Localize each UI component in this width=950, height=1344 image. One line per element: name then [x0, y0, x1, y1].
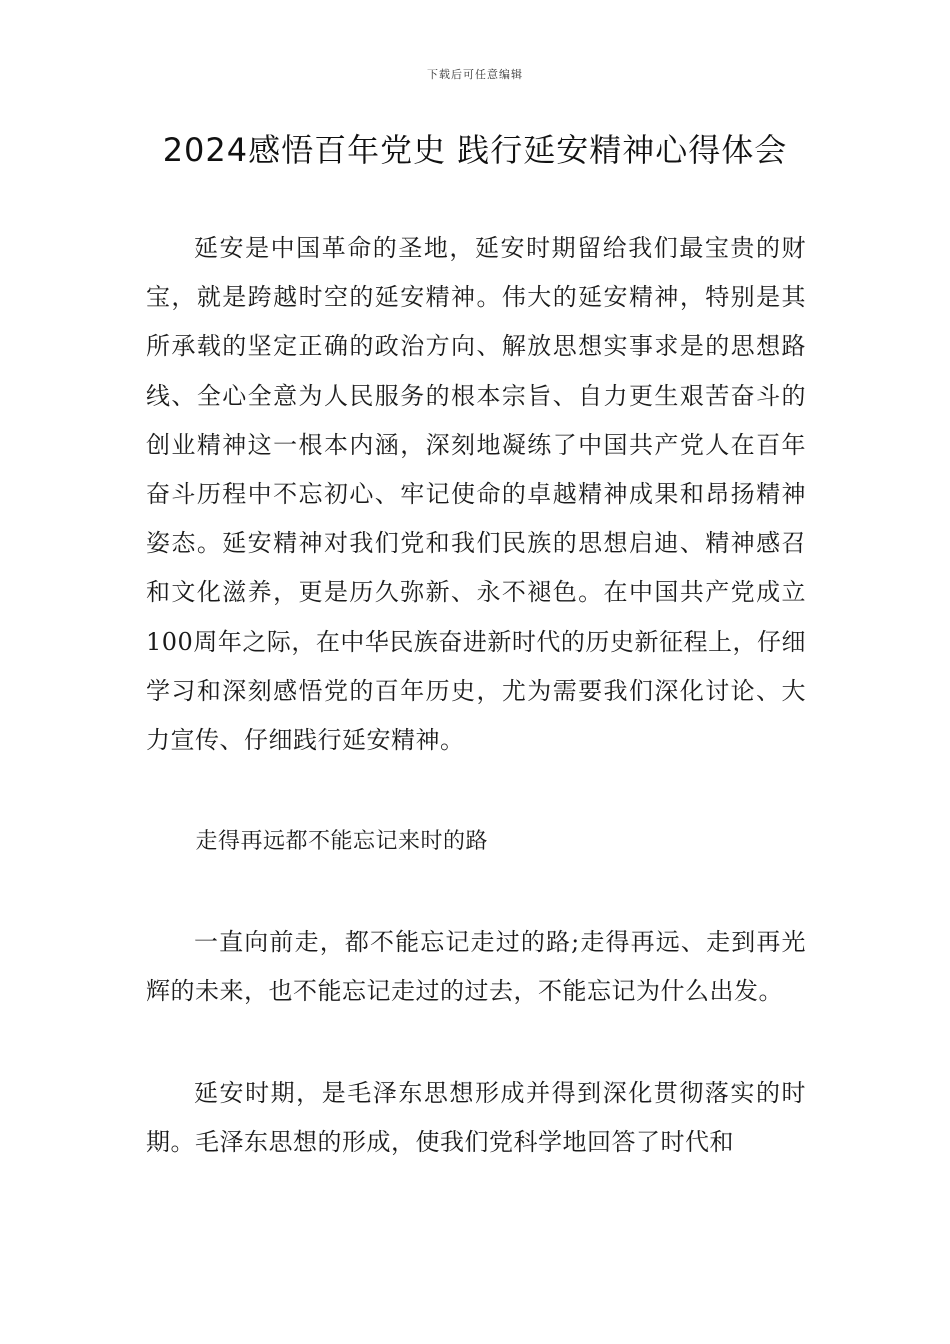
document-body [146, 224, 806, 1167]
paragraph-gap [146, 866, 806, 918]
paragraph-gap [146, 765, 806, 817]
section-heading: 走得再远都不能忘记来时的路 [195, 829, 489, 855]
paragraph-gap [146, 1017, 806, 1069]
paragraph-road: 一直向前走，都不能忘记走过的路;走得再远、走到再光辉的未来，也不能忘记走过的过去，不能忘记为什么出发。 [146, 928, 806, 1006]
paragraph-yanan-period: 延安时期，是毛泽东思想形成并得到深化贯彻落实的时期。毛泽东思想的形成，使我们党科学地回答了时代和 [146, 1078, 806, 1156]
document-title: 2024感悟百年党史 践行延安精神心得体会 [162, 131, 788, 169]
header-note: 下载后可任意编辑 [427, 68, 523, 81]
paragraph-intro: 延安是中国革命的圣地，延安时期留给我们最宝贵的财宝，就是跨越时空的延安精神。伟大的延安精神，特别是其所承载的坚定正确的政治方向、解放思想实事求是的思想路线、全心全意为人民服务的根本宗旨、自力更生艰苦奋斗的创业精神这一根本内涵，深刻地凝练了中国共产党人在百年奋斗历程中不忘初心、牢记使命的卓越精神成果和昂扬精神姿态。延安精神对我们党和我们民族的思想启迪、精神感召和文化滋养，更是历久弥新、永不褪色。在中国共产党成立100周年之际，在中华民族奋进新时代的历史新征程上，仔细学习和深刻感悟党的百年历史，尤为需要我们深化讨论、大力宣传、仔细践行延安精神。 [146, 234, 806, 755]
